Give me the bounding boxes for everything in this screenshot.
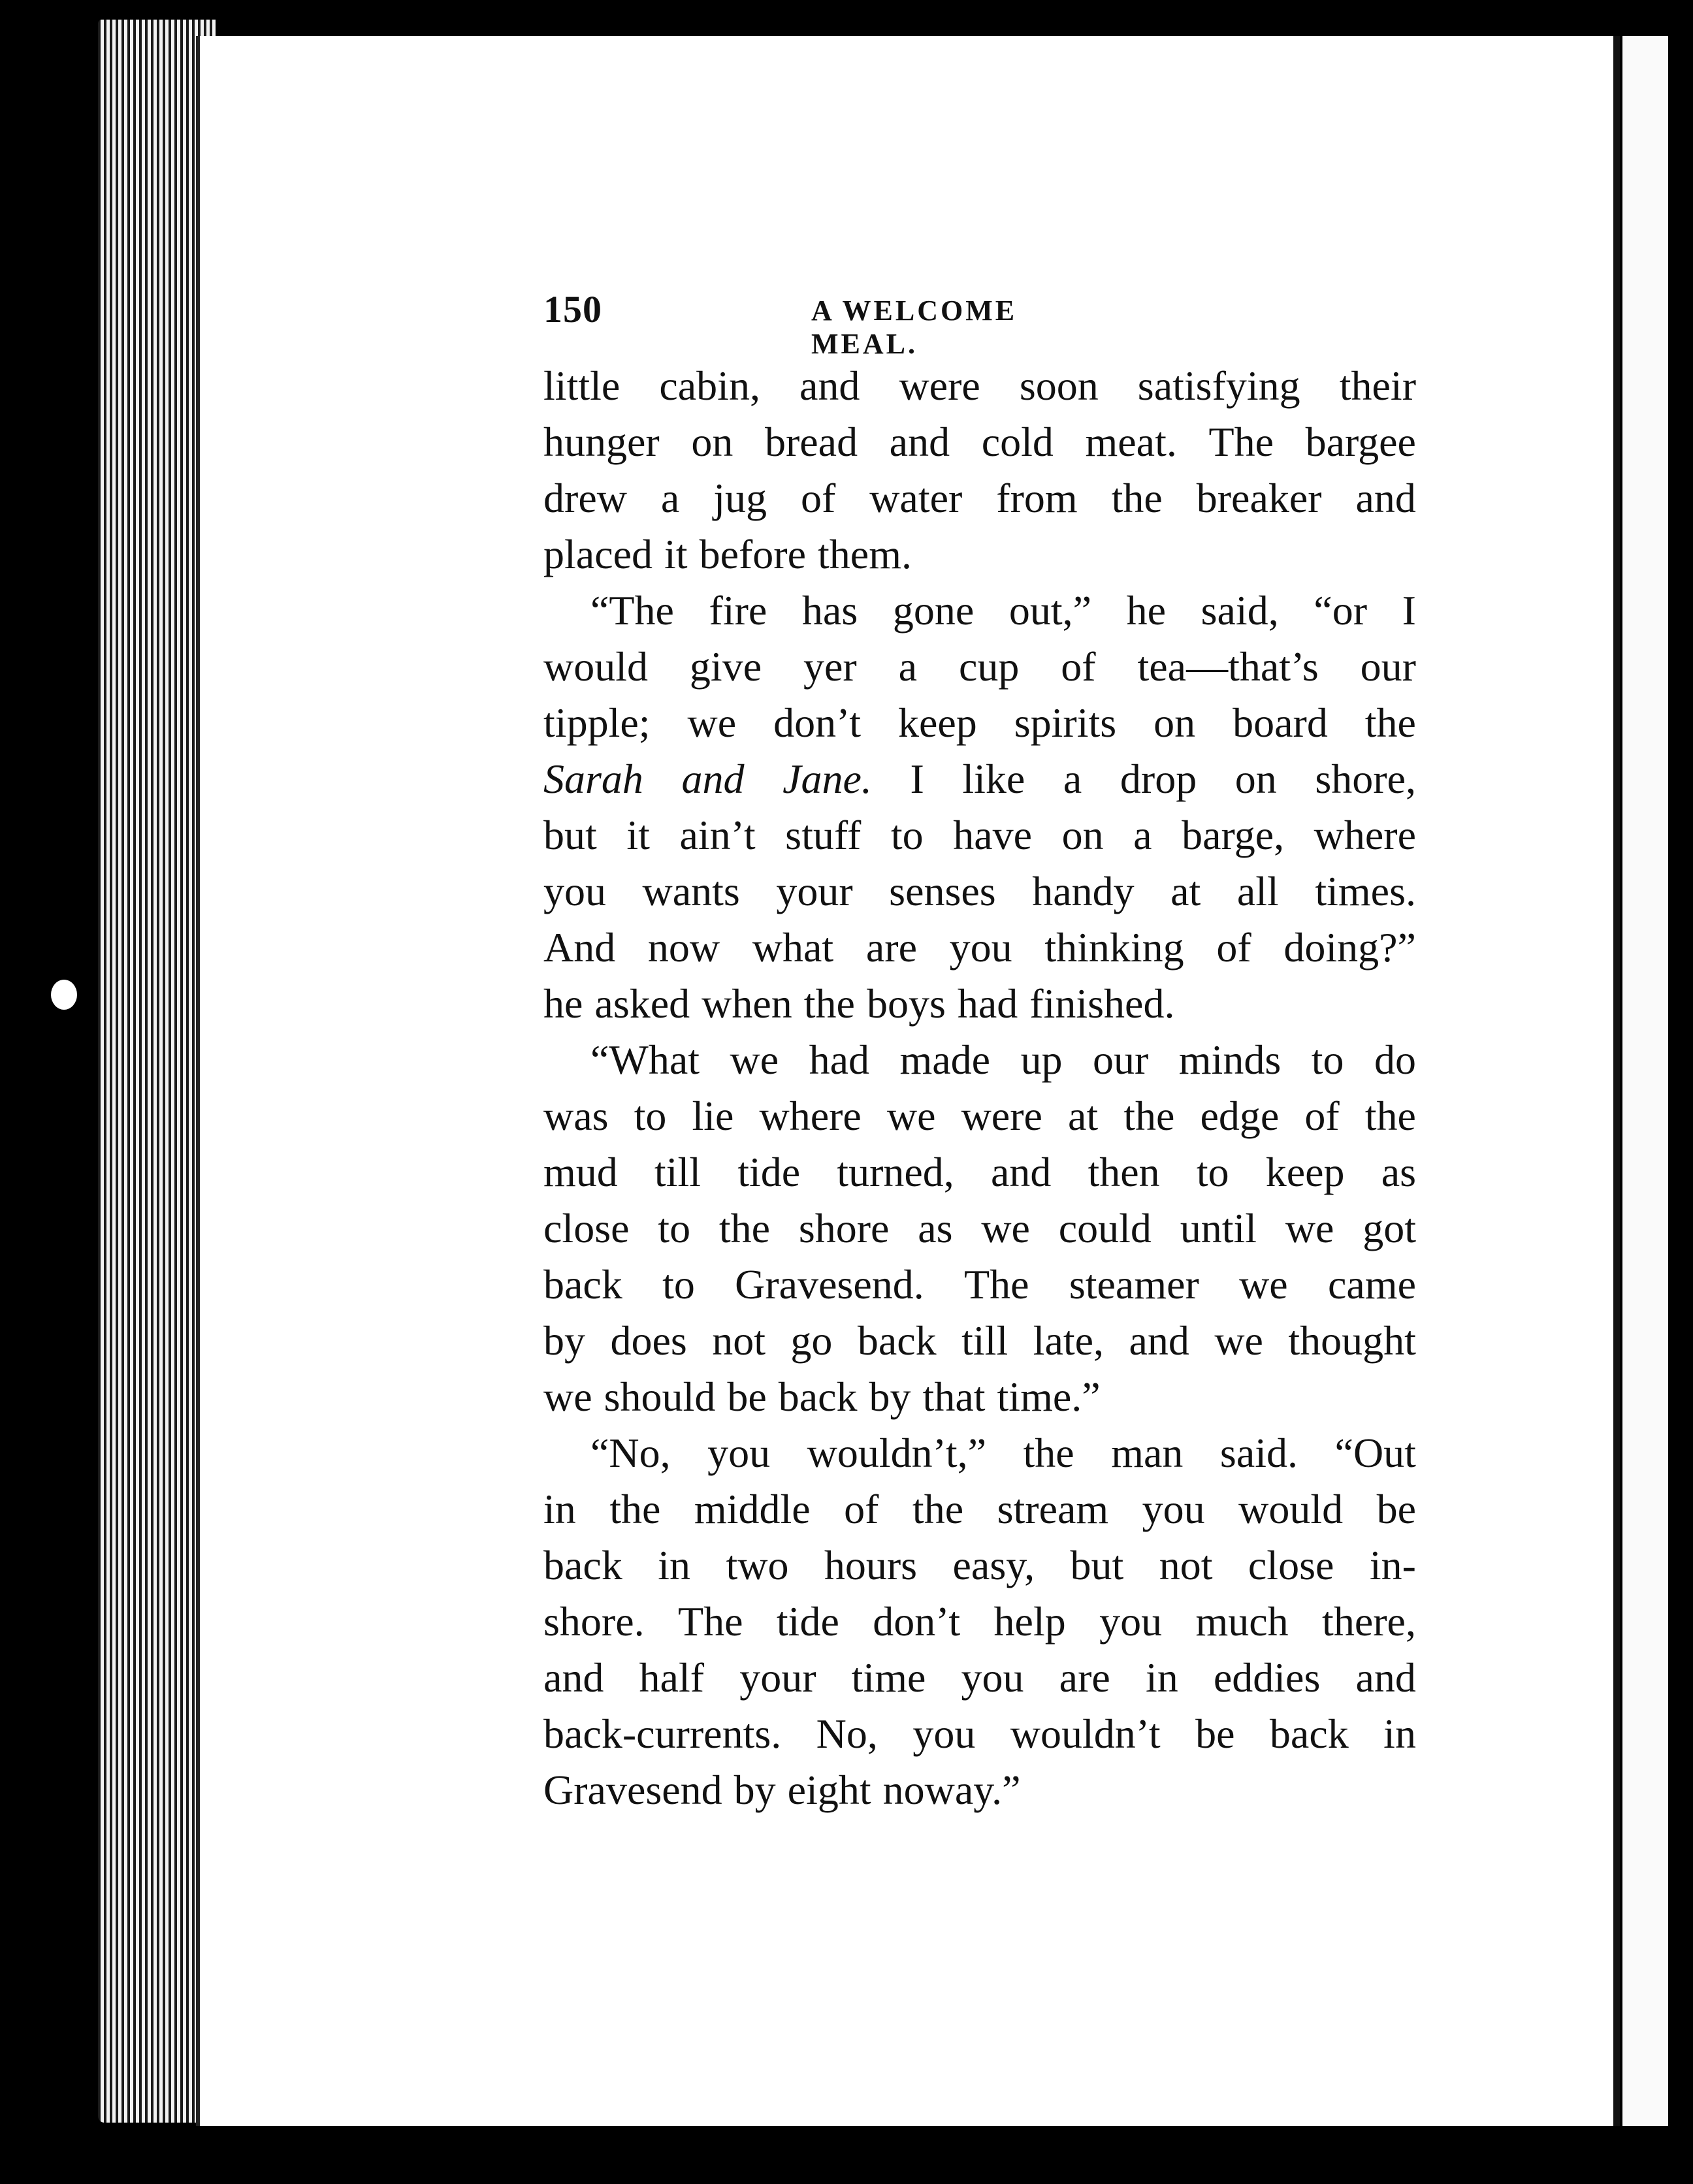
word: was xyxy=(543,1093,609,1139)
word: in xyxy=(658,1542,691,1588)
word: tea—that’s xyxy=(1137,643,1319,690)
word: as xyxy=(918,1205,953,1251)
word: in- xyxy=(1369,1542,1416,1588)
word: could xyxy=(1058,1205,1152,1251)
text-line xyxy=(543,1200,1416,1257)
word: back xyxy=(1269,1710,1349,1757)
text-line xyxy=(543,1257,1416,1313)
word: minds xyxy=(1178,1036,1282,1083)
word: drop xyxy=(1120,756,1197,802)
word: two xyxy=(726,1542,789,1588)
word: asked xyxy=(594,980,690,1027)
word: like xyxy=(962,756,1025,802)
word: tide xyxy=(776,1598,839,1645)
word: cold xyxy=(981,419,1054,465)
word: middle xyxy=(694,1486,811,1532)
word: “What xyxy=(590,1036,700,1083)
word: finished. xyxy=(1029,980,1175,1027)
word: now xyxy=(647,924,720,971)
text-line xyxy=(543,751,1416,807)
word: keep xyxy=(897,699,977,746)
text-line xyxy=(543,1594,1416,1650)
word: “or xyxy=(1314,587,1367,634)
text-line xyxy=(543,414,1416,470)
word: not xyxy=(712,1317,766,1364)
word: mud xyxy=(543,1149,618,1195)
word: satisfying xyxy=(1137,362,1300,409)
word: you xyxy=(707,1430,771,1476)
word: tide xyxy=(737,1149,801,1195)
word: noway.” xyxy=(882,1767,1021,1813)
text-line xyxy=(543,1313,1416,1369)
word: thinking xyxy=(1044,924,1184,971)
word: have xyxy=(953,812,1033,858)
word: we xyxy=(886,1093,936,1139)
word: would xyxy=(543,643,648,690)
word: the xyxy=(1364,1093,1416,1139)
word: a xyxy=(1133,812,1152,858)
word: placed xyxy=(543,531,653,577)
word: senses xyxy=(889,868,996,914)
word: half xyxy=(639,1654,705,1701)
word: I xyxy=(1402,587,1416,634)
word: tipple; xyxy=(543,699,651,746)
word: them. xyxy=(818,531,912,577)
word: fire xyxy=(709,587,767,634)
text-line xyxy=(543,920,1416,976)
word: came xyxy=(1327,1261,1416,1308)
word: at xyxy=(1067,1093,1099,1139)
word: to xyxy=(890,812,924,858)
word: in xyxy=(1145,1654,1178,1701)
word: not xyxy=(1159,1542,1213,1588)
word: he xyxy=(543,980,583,1027)
word: cabin, xyxy=(659,362,760,409)
text-line xyxy=(543,976,1416,1032)
word: go xyxy=(790,1317,833,1364)
word: to xyxy=(662,1261,695,1308)
word: thought xyxy=(1288,1317,1416,1364)
word: by xyxy=(734,1767,776,1813)
word: eddies xyxy=(1213,1654,1321,1701)
word: a xyxy=(898,643,918,690)
word: said, xyxy=(1201,587,1279,634)
word: in xyxy=(1383,1710,1416,1757)
word: No, xyxy=(816,1710,878,1757)
word: were xyxy=(899,362,980,409)
word: to xyxy=(1311,1036,1344,1083)
text-line xyxy=(543,1032,1416,1088)
word: help xyxy=(993,1598,1066,1645)
word: then xyxy=(1088,1149,1160,1195)
running-head xyxy=(543,287,1131,360)
word: the xyxy=(1364,699,1416,746)
word: of xyxy=(800,475,836,521)
text-line xyxy=(543,1537,1416,1594)
word: and xyxy=(1129,1317,1189,1364)
word: you xyxy=(1099,1598,1163,1645)
word: we xyxy=(687,699,737,746)
word: don’t xyxy=(873,1598,961,1645)
text-line xyxy=(543,1481,1416,1537)
word: close xyxy=(1248,1542,1334,1588)
word: are xyxy=(865,924,917,971)
word: your xyxy=(776,868,853,914)
text-line xyxy=(543,639,1416,695)
word: Sarah xyxy=(543,756,643,802)
word: and xyxy=(990,1149,1052,1195)
text-line xyxy=(543,695,1416,751)
word: on xyxy=(691,419,734,465)
word: drew xyxy=(543,475,627,521)
word: you xyxy=(912,1710,976,1757)
word: when xyxy=(701,980,792,1027)
word: the xyxy=(912,1486,964,1532)
word: you xyxy=(1142,1486,1205,1532)
word: it xyxy=(626,812,650,858)
word: And xyxy=(543,924,616,971)
text-line xyxy=(543,358,1416,414)
word: easy, xyxy=(952,1542,1035,1588)
word: gone xyxy=(892,587,975,634)
word: much xyxy=(1195,1598,1289,1645)
word: board xyxy=(1233,699,1328,746)
word: handy xyxy=(1032,868,1135,914)
word: our xyxy=(1092,1036,1149,1083)
word: are xyxy=(1059,1654,1110,1701)
text-line xyxy=(543,470,1416,526)
word: your xyxy=(739,1654,816,1701)
word: would xyxy=(1238,1486,1344,1532)
word: a xyxy=(1063,756,1082,802)
word: to xyxy=(1196,1149,1229,1195)
word: before xyxy=(699,531,806,577)
text-line xyxy=(543,1706,1416,1762)
word: stream xyxy=(997,1486,1109,1532)
word: breaker xyxy=(1196,475,1322,521)
word: and xyxy=(1355,475,1416,521)
text-line xyxy=(543,807,1416,863)
facing-page-edge xyxy=(1620,36,1668,2126)
word: back-currents. xyxy=(543,1710,782,1757)
word: yer xyxy=(803,643,857,690)
word: boys xyxy=(866,980,946,1027)
word: has xyxy=(801,587,858,634)
word: out,” xyxy=(1008,587,1091,634)
word: bread xyxy=(764,419,858,465)
word: little xyxy=(543,362,621,409)
word: keep xyxy=(1265,1149,1345,1195)
word: jug xyxy=(713,475,767,521)
word: and xyxy=(1355,1654,1416,1701)
word: till xyxy=(654,1149,701,1195)
word: were xyxy=(961,1093,1042,1139)
word: and xyxy=(543,1654,604,1701)
word: of xyxy=(1304,1093,1340,1139)
word: till xyxy=(961,1317,1008,1364)
word: be xyxy=(1195,1710,1235,1757)
word: we xyxy=(543,1373,592,1420)
word: close xyxy=(543,1205,630,1251)
word: of xyxy=(1216,924,1251,971)
word: The xyxy=(678,1598,743,1645)
word: he xyxy=(1126,587,1166,634)
word: at xyxy=(1170,868,1201,914)
word: until xyxy=(1180,1205,1257,1251)
word: “The xyxy=(590,587,674,634)
word: do xyxy=(1374,1036,1416,1083)
word: time.” xyxy=(997,1373,1101,1420)
word: “Out xyxy=(1334,1430,1416,1476)
text-line xyxy=(543,526,1416,583)
word: we xyxy=(730,1036,779,1083)
word: times. xyxy=(1315,868,1416,914)
word: the xyxy=(609,1486,661,1532)
word: you xyxy=(543,868,606,914)
word: spirits xyxy=(1014,699,1117,746)
word: we xyxy=(1214,1317,1263,1364)
word: it xyxy=(664,531,688,577)
word: on xyxy=(1234,756,1277,802)
word: back xyxy=(857,1317,937,1364)
word: back xyxy=(778,1373,858,1420)
word: ain’t xyxy=(679,812,756,858)
word: and xyxy=(799,362,860,409)
word: where xyxy=(1314,812,1416,858)
word: the xyxy=(803,980,855,1027)
text-line xyxy=(543,1369,1416,1425)
word: by xyxy=(869,1373,911,1420)
word: edge xyxy=(1200,1093,1280,1139)
text-line xyxy=(543,1144,1416,1200)
chapter-title: A WELCOME MEAL. xyxy=(811,295,1018,360)
word: soon xyxy=(1019,362,1099,409)
word: on xyxy=(1061,812,1104,858)
word: our xyxy=(1360,643,1416,690)
word: but xyxy=(1070,1542,1124,1588)
word: “No, xyxy=(590,1430,671,1476)
body-text xyxy=(543,358,1416,1818)
word: Jane. xyxy=(782,756,872,802)
word: steamer xyxy=(1069,1261,1199,1308)
word: their xyxy=(1339,362,1416,409)
text-line xyxy=(543,1762,1416,1818)
word: to xyxy=(658,1205,691,1251)
word: a xyxy=(660,475,680,521)
gutter-shadow xyxy=(1613,36,1620,2126)
word: late, xyxy=(1033,1317,1104,1364)
word: back xyxy=(543,1542,622,1588)
text-line xyxy=(543,1088,1416,1144)
word: as xyxy=(1381,1149,1416,1195)
word: Gravesend. xyxy=(735,1261,924,1308)
word: all xyxy=(1236,868,1279,914)
word: wants xyxy=(642,868,740,914)
word: you xyxy=(949,924,1012,971)
word: water xyxy=(869,475,963,521)
word: had xyxy=(957,980,1018,1027)
word: does xyxy=(610,1317,687,1364)
word: but xyxy=(543,812,597,858)
word: shore, xyxy=(1315,756,1416,802)
word: made xyxy=(899,1036,991,1083)
word: the xyxy=(1123,1093,1175,1139)
word: shore. xyxy=(543,1598,645,1645)
word: shore xyxy=(798,1205,890,1251)
word: up xyxy=(1020,1036,1063,1083)
word: meat. xyxy=(1085,419,1177,465)
word: should xyxy=(604,1373,716,1420)
word: be xyxy=(1376,1486,1416,1532)
word: and xyxy=(889,419,950,465)
word: of xyxy=(1061,643,1096,690)
word: wouldn’t xyxy=(1010,1710,1161,1757)
word: that xyxy=(922,1373,986,1420)
word: barge, xyxy=(1182,812,1285,858)
word: the xyxy=(718,1205,771,1251)
word: time xyxy=(851,1654,926,1701)
word: there, xyxy=(1322,1598,1416,1645)
word: cup xyxy=(958,643,1020,690)
word: turned, xyxy=(837,1149,954,1195)
word: hours xyxy=(824,1542,918,1588)
word: back xyxy=(543,1261,622,1308)
word: don’t xyxy=(773,699,861,746)
word: by xyxy=(543,1317,585,1364)
word: from xyxy=(996,475,1078,521)
word: you xyxy=(961,1654,1024,1701)
text-line xyxy=(543,863,1416,920)
scan-speck xyxy=(51,980,77,1010)
word: had xyxy=(809,1036,869,1083)
word: stuff xyxy=(785,812,862,858)
word: lie xyxy=(692,1093,734,1139)
word: the xyxy=(1023,1430,1074,1476)
word: on xyxy=(1153,699,1196,746)
word: got xyxy=(1362,1205,1416,1251)
word: bargee xyxy=(1305,419,1416,465)
word: and xyxy=(681,756,745,802)
word: The xyxy=(1208,419,1274,465)
word: of xyxy=(844,1486,879,1532)
page-number: 150 xyxy=(543,288,602,330)
word: man xyxy=(1111,1430,1184,1476)
word: to xyxy=(634,1093,667,1139)
word: eight xyxy=(787,1767,871,1813)
word: the xyxy=(1111,475,1163,521)
word: doing?” xyxy=(1283,924,1416,971)
word: we xyxy=(1239,1261,1288,1308)
word: wouldn’t,” xyxy=(807,1430,986,1476)
text-line xyxy=(543,1425,1416,1481)
word: we xyxy=(1285,1205,1334,1251)
word: The xyxy=(964,1261,1029,1308)
word: I xyxy=(910,756,924,802)
word: be xyxy=(727,1373,767,1420)
word: in xyxy=(543,1486,576,1532)
word: give xyxy=(689,643,762,690)
text-line xyxy=(543,1650,1416,1706)
word: hunger xyxy=(543,419,660,465)
word: where xyxy=(759,1093,862,1139)
word: said. xyxy=(1219,1430,1298,1476)
word: Gravesend xyxy=(543,1767,722,1813)
word: we xyxy=(981,1205,1030,1251)
word: what xyxy=(752,924,834,971)
text-line xyxy=(543,583,1416,639)
